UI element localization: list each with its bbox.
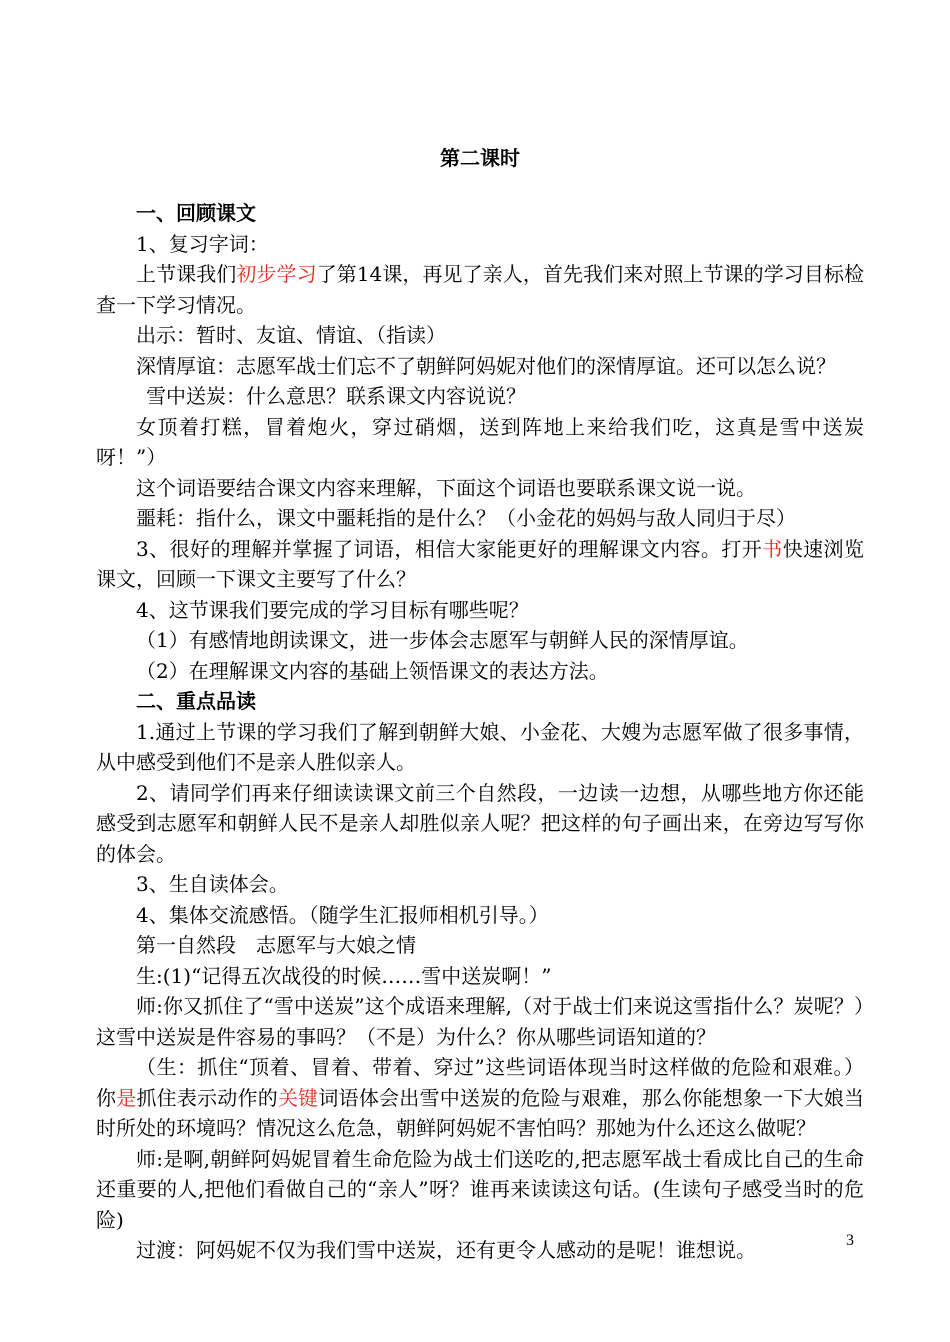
paragraph: 出示：暂时、友谊、情谊、（指读） — [136, 323, 446, 347]
paragraph: 4、集体交流感悟。（随学生汇报师相机引导。） — [136, 902, 549, 927]
paragraph: 生:(1)“记得五次战役的时候……雪中送炭啊！” — [136, 963, 552, 988]
paragraph: 噩耗：指什么，课文中噩耗指的是什么？（小金花的妈妈与敌人同归于尽） — [136, 506, 796, 530]
lesson-title: 第二课时 — [440, 146, 520, 170]
document-body — [96, 138, 864, 1266]
paragraph: 这个词语要结合课文内容来理解，下面这个词语也要联系课文说一说。 — [136, 475, 756, 500]
section-heading-review: 一、回顾课文 — [136, 201, 256, 225]
paragraph: 雪中送炭：什么意思？联系课文内容说说？ — [146, 384, 526, 408]
paragraph: 1.通过上节课的学习我们了解到朝鲜大娘、小金花、大嫂为志愿军做了很多事情，从中感受到他们不是亲人胜似亲人。 — [96, 719, 864, 774]
paragraph: （生：抓住“顶着、冒着、带着、穿过”这些词语体现当时这样做的危险和艰难。）你是抓住表示动作的关键词语体会出雪中送炭的危险与艰难，那么你能想象一下大娘当时所处的环境吗？情况这么危急，朝鲜阿妈妮不害怕吗？那她为什么还这么做呢？ — [96, 1055, 865, 1140]
paragraph: 第一自然段 志愿军与大娘之情 — [136, 933, 416, 957]
paragraph: 4、这节课我们要完成的学习目标有哪些呢？ — [136, 597, 529, 622]
paragraph: 过渡：阿妈妮不仅为我们雪中送炭，还有更令人感动的是呢！谁想说。 — [136, 1238, 756, 1262]
paragraph: （2）在理解课文内容的基础上领悟课文的表达方法。 — [136, 658, 609, 683]
paragraph: 师:你又抓住了“雪中送炭”这个成语来理解,（对于战士们来说这雪指什么？炭呢？）这雪中送炭是件容易的事吗？（不是）为什么？你从哪些词语知道的？ — [96, 994, 864, 1049]
highlighted-text: 关键 — [277, 1085, 319, 1110]
paragraph: （1）有感情地朗读课文，进一步体会志愿军与朝鲜人民的深情厚谊。 — [136, 628, 749, 652]
highlighted-text: 书 — [762, 536, 783, 561]
paragraph: 1、复习字词： — [136, 231, 269, 256]
paragraph: 女顶着打糕，冒着炮火，穿过硝烟，送到阵地上来给我们吃，这真是雪中送炭呀！”） — [96, 414, 864, 469]
paragraph: 师:是啊,朝鲜阿妈妮冒着生命危险为战士们送吃的,把志愿军战士看成比自己的生命还重要的人,把他们看做自己的“亲人”呀？谁再来读读这句话。(生读句子感受当时的危险) — [96, 1146, 864, 1232]
page-number: 3 — [846, 1232, 854, 1249]
highlighted-text: 初步学习 — [236, 262, 317, 286]
paragraph: 2、请同学们再来仔细读读课文前三个自然段，一边读一边想，从哪些地方你还能感受到志愿军和朝鲜人民不是亲人却胜似亲人呢？把这样的句子画出来，在旁边写写你的体会。 — [96, 780, 864, 866]
paragraph: 3、生自读体会。 — [136, 872, 289, 896]
section-heading-key-reading: 二、重点品读 — [136, 689, 256, 713]
paragraph: 深情厚谊：志愿军战士们忘不了朝鲜阿妈妮对他们的深情厚谊。还可以怎么说？ — [136, 353, 836, 378]
highlighted-text: 是 — [116, 1085, 137, 1110]
paragraph: 3、很好的理解并掌握了词语，相信大家能更好的理解课文内容。打开书快速浏览课文，回顾一下课文主要写了什么？ — [96, 536, 864, 591]
paragraph: 上节课我们初步学习了第14课，再见了亲人，首先我们来对照上节课的学习目标检查一下学习情况。 — [96, 262, 865, 317]
